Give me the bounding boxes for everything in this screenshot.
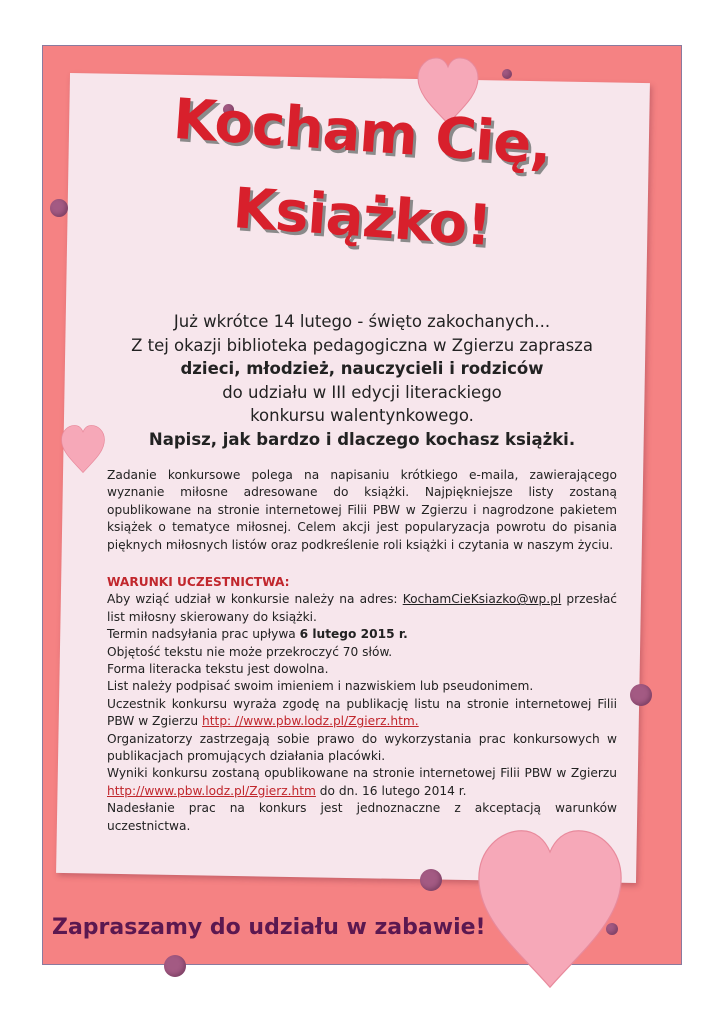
description-paragraph: Zadanie konkursowe polega na napisaniu krótkiego e-maila, zawierającego wyznanie miłosne adresowane do książki. Najpiękniejsze listy zostaną opublikowane na stronie internetowej Filii PBW w Zgierzu i nagrodzone pakietem książek o tematyce miłosnej. Celem akcji jest popularyzacja powrotu do pisania pięknych miłosnych listów oraz podkreślenie roli książki i czytania w naszym życiu. [107, 468, 617, 552]
rule-item: List należy podpisać swoim imieniem i nazwiskiem lub pseudonimem. [107, 679, 534, 694]
dot-icon [50, 199, 68, 217]
rule-item: Forma literacka tekstu jest dowolna. [107, 662, 329, 677]
intro-line-bold: dzieci, młodzież, nauczycieli i rodziców [180, 359, 544, 378]
rule-item [107, 696, 617, 731]
rules-section [107, 574, 617, 835]
rule-item: Nadesłanie prac na konkurs jest jednoznaczne z akceptacją warunków uczestnictwa. [107, 801, 617, 833]
rule-text: Wyniki konkursu zostaną opublikowane na stronie internetowej Filii PBW w Zgierzu [107, 766, 617, 781]
email-link[interactable]: KochamCieKsiazko@wp.pl [402, 592, 562, 607]
intro-block [100, 310, 624, 451]
intro-line: Już wkrótce 14 lutego - święto zakochanych... [173, 312, 551, 331]
dot-icon [420, 869, 442, 891]
website-link[interactable]: http://www.pbw.lodz.pl/Zgierz.htm [107, 783, 316, 798]
dot-icon [164, 955, 186, 977]
rule-text: Termin nadsyłania prac upływa [107, 627, 300, 642]
intro-line: Z tej okazji biblioteka pedagogiczna w Zgierzu zaprasza [131, 335, 593, 355]
rule-item [107, 591, 617, 626]
dot-icon [630, 684, 652, 706]
intro-line: do udziału w III edycji literackiego [222, 382, 502, 402]
intro-line: konkursu walentynkowego. [250, 406, 474, 425]
footer-invitation: Zapraszamy do udziału w zabawie! [52, 915, 486, 940]
rule-text: przesłać list miłosny skierowany do książki. [107, 592, 618, 624]
rule-item: Objętość tekstu nie może przekroczyć 70 słów. [107, 644, 393, 659]
rule-text: Aby wziąć udział w konkursie należy na adres: [107, 592, 403, 607]
rule-item [107, 626, 617, 643]
dot-icon [502, 69, 512, 79]
rules-heading: WARUNKI UCZESTNICTWA: [107, 575, 290, 589]
rule-text: do dn. 16 lutego 2014 r. [315, 783, 467, 798]
rule-item [107, 765, 617, 800]
title-line-1: Kocham Cię, [171, 86, 553, 179]
rule-text: Uczestnik konkursu wyraża zgodę na publikację listu na stronie internetowej Filii PBW w Zgierzu [107, 696, 617, 729]
heart-icon [474, 826, 626, 992]
intro-line-bold: Napisz, jak bardzo i dlaczego kochasz książki. [148, 429, 576, 449]
rule-item: Organizatorzy zastrzegają sobie prawo do wykorzystania prac konkursowych w publikacjach promujących działania placówki. [107, 731, 617, 764]
dot-icon [606, 923, 618, 935]
deadline-date: 6 lutego 2015 r. [299, 627, 408, 642]
title-line-2: Książko! [231, 176, 493, 259]
website-link[interactable]: http: //www.pbw.lodz.pl/Zgierz.htm. [202, 714, 419, 729]
